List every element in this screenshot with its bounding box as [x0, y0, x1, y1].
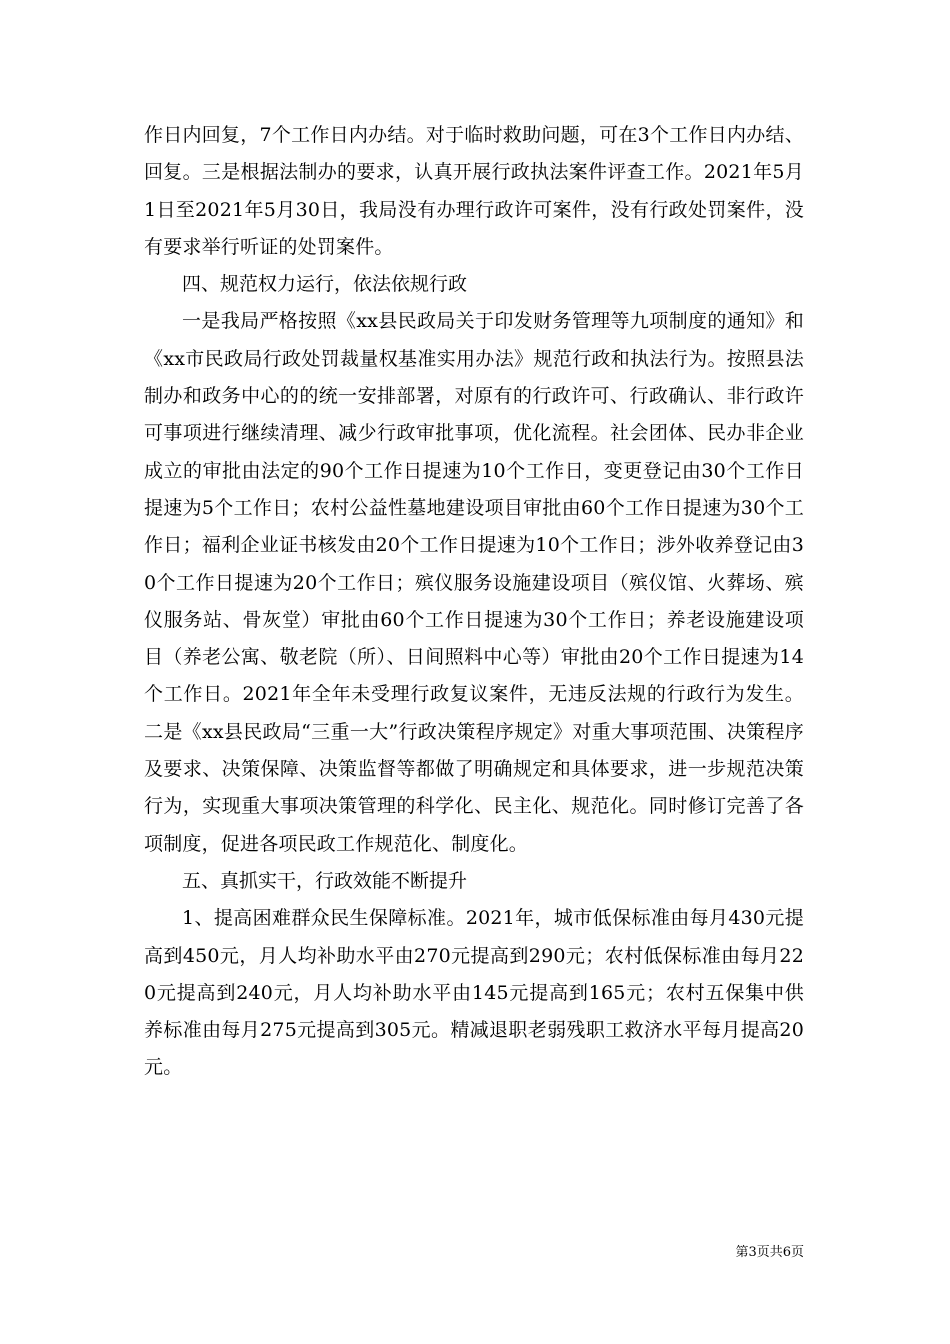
- section-heading-five: 五、真抓实干，行政效能不断提升: [182, 869, 468, 892]
- paragraph-section-four-body: 一是我局严格按照《xx县民政局关于印发财务管理等九项制度的通知》和《xx市民政局行政处罚裁量权基准实用办法》规范行政和执法行为。按照县法制办和政务中心的的统一安排部署，对原有的行政许可、行政确认、非行政许可事项进行继续清理、减少行政审批事项，优化流程。社会团体、民办非企业成立的审批由法定的90个工作日提速为10个工作日，变更登记由30个工作日提速为5个工作日；农村公益性墓地建设项目审批由60个工作日提速为30个工作日；福利企业证书核发由20个工作日提速为10个工作日；涉外收养登记由30个工作日提速为20个工作日；殡仪服务设施建设项目（殡仪馆、火葬场、殡仪服务站、骨灰堂）审批由60个工作日提速为30个工作日；养老设施建设项目（养老公寓、敬老院（所）、日间照料中心等）审批由20个工作日提速为14个工作日。2021年全年未受理行政复议案件，无违反法规的行政行为发生。二是《xx县民政局“三重一大”行政决策程序规定》对重大事项范围、决策程序及要求、决策保障、决策监督等都做了明确规定和具体要求，进一步规范决策行为，实现重大事项决策管理的科学化、民主化、规范化。同时修订完善了各项制度，促进各项民政工作规范化、制度化。: [144, 310, 804, 855]
- paragraph-continuation: 作日内回复，7个工作日内办结。对于临时救助问题，可在3个工作日内办结、回复。三是根据法制办的要求，认真开展行政执法案件评查工作。2021年5月1日至2021年5月30日，我局没有办理行政许可案件，没有行政处罚案件，没有要求举行听证的处罚案件。: [144, 124, 804, 258]
- page-number-footer: 第3页共6页: [735, 1245, 804, 1260]
- section-heading-four: 四、规范权力运行，依法依规行政: [182, 273, 468, 296]
- paragraph-section-five-body: 1、提高困难群众民生保障标准。2021年，城市低保标准由每月430元提高到450元，月人均补助水平由270元提高到290元；农村低保标准由每月220元提高到240元，月人均补助水平由145元提高到165元；农村五保集中供养标准由每月275元提高到305元。精减退职老弱残职工救济水平每月提高20元。: [144, 907, 804, 1079]
- document-body: [144, 117, 804, 1087]
